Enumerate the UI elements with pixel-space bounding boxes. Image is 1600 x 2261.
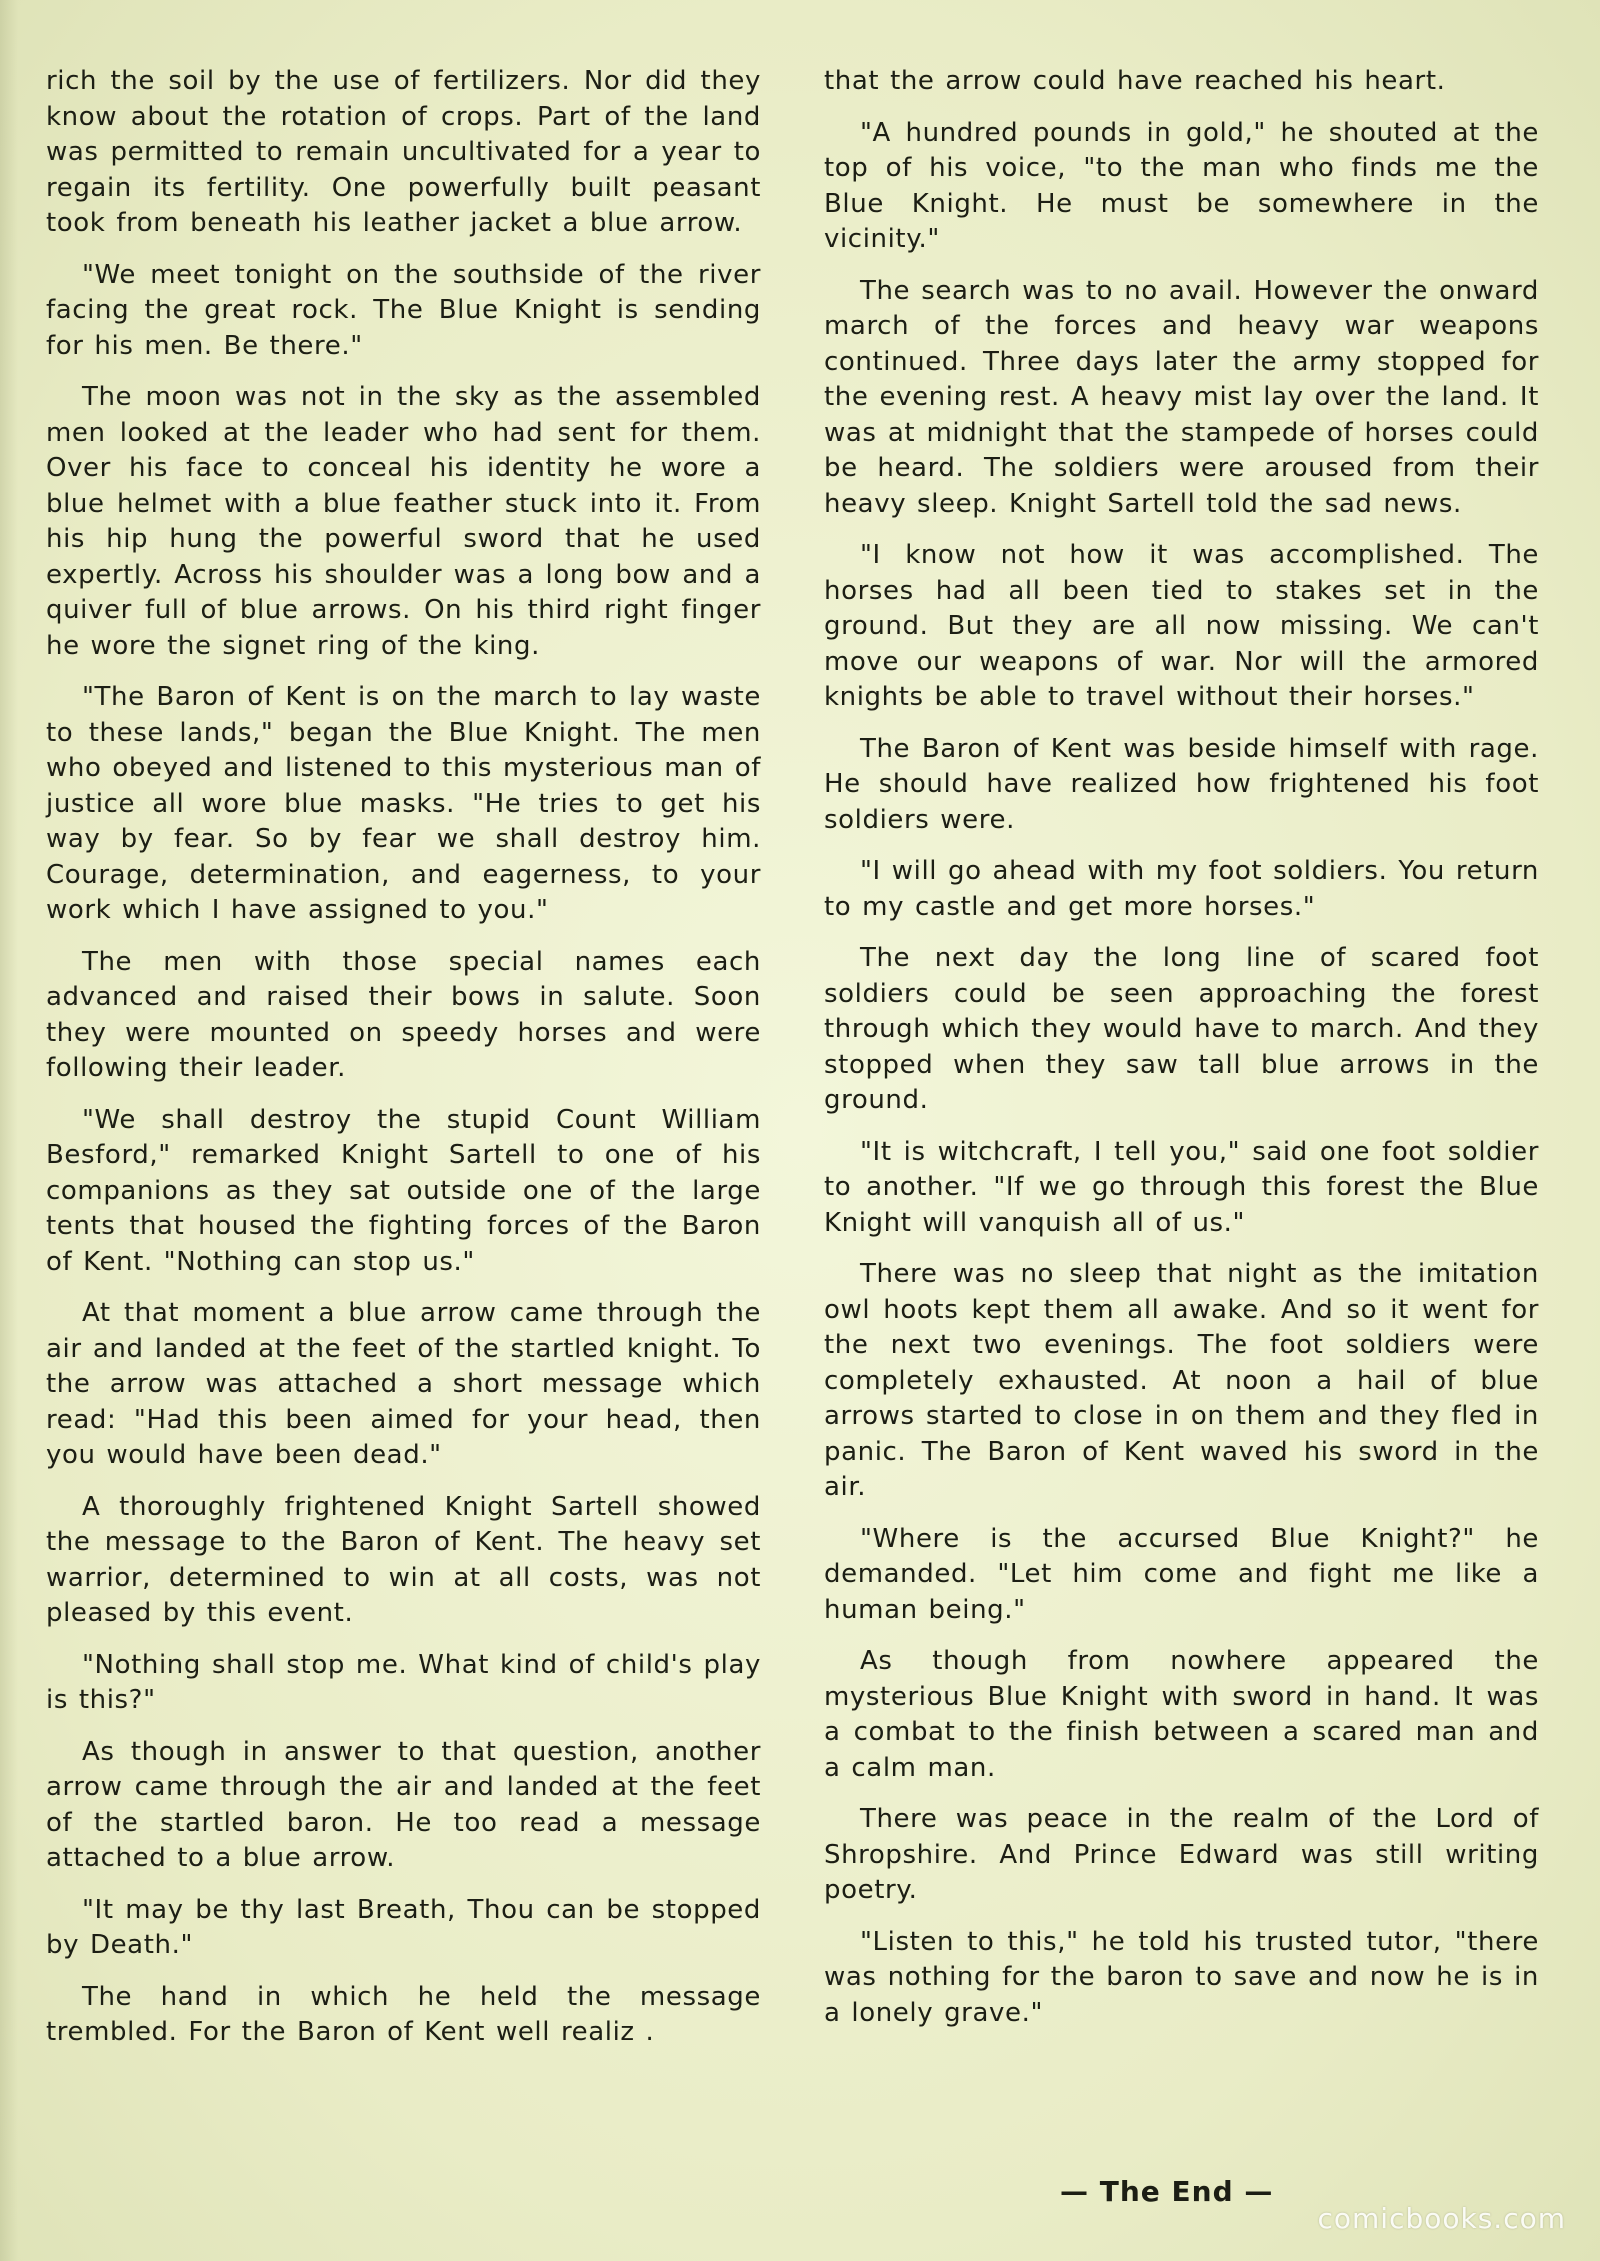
paragraph: A thoroughly frightened Knight Sartell showed the message to the Baron of Kent. The heavy set warrior, determined to win at all costs, was not pleased by this event. (46, 1491, 761, 1628)
paragraph: "We shall destroy the stupid Count William Besford," remarked Knight Sartell to one of his companions as they sat outside one of the large tents that housed the fighting forces of the Baron of Kent. "Nothing can stop us." (46, 1104, 761, 1277)
left-text-column (46, 64, 761, 2067)
paragraph: "It is witchcraft, I tell you," said one foot soldier to another. "If we go through this forest the Blue Knight will vanquish all of us." (824, 1136, 1539, 1238)
paragraph: rich the soil by the use of fertilizers. Nor did they know about the rotation of crops. Part of the land was permitted to remain uncultivated for a year to regain its fertility. One powerfully built peasant took from beneath his leather jacket a blue arrow. (46, 66, 761, 238)
paragraph: As though in answer to that question, another arrow came through the air and landed at the feet of the startled baron. He too read a message attached to a blue arrow. (46, 1736, 761, 1873)
page-edge-shadow (0, 0, 18, 2261)
the-end-mark: — The End — (1060, 2175, 1274, 2208)
paragraph: At that moment a blue arrow came through the air and landed at the feet of the startled knight. To the arrow was attached a short message which read: "Had this been aimed for your head, then you would have been dead." (46, 1298, 761, 1470)
paragraph: "A hundred pounds in gold," he shouted at the top of his voice, "to the man who finds me the Blue Knight. He must be somewhere in the vicinity." (824, 117, 1539, 254)
right-text-column (824, 64, 1539, 2047)
paragraph: "It may be thy last Breath, Thou can be stopped by Death." (46, 1894, 761, 1960)
paragraph: that the arrow could have reached his heart. (824, 66, 1446, 96)
paragraph: The hand in which he held the message trembled. For the Baron of Kent well realiz . (46, 1981, 761, 2047)
site-watermark: comicbooks.com (1317, 2202, 1566, 2235)
paragraph: "Where is the accursed Blue Knight?" he demanded. "Let him come and fight me like a human being." (824, 1523, 1539, 1625)
paragraph: "The Baron of Kent is on the march to lay waste to these lands," began the Blue Knight. The men who obeyed and listened to this mysterious man of justice all wore blue masks. "He tries to get his way by fear. So by fear we shall destroy him. Courage, determination, and eagerness, to your work which I have assigned to you." (46, 682, 761, 925)
paragraph: The moon was not in the sky as the assembled men looked at the leader who had sent for them. Over his face to conceal his identity he wore a blue helmet with a blue feather stuck into it. From his hip hung the powerful sword that he used expertly. Across his shoulder was a long bow and a quiver full of blue arrows. On his third right finger he wore the signet ring of the king. (46, 382, 761, 661)
paragraph: "Listen to this," he told his trusted tutor, "there was nothing for the baron to save and now he is in a lonely grave." (824, 1926, 1539, 2028)
paragraph: The search was to no avail. However the onward march of the forces and heavy war weapons continued. Three days later the army stopped for the evening rest. A heavy mist lay over the land. It was at midnight that the stampede of horses could be heard. The soldiers were aroused from their heavy sleep. Knight Sartell told the sad news. (824, 275, 1539, 519)
paragraph: "I know not how it was accomplished. The horses had all been tied to stakes set in the ground. But they are all now missing. We can't move our weapons of war. Nor will the armored knights be able to travel without their horses." (824, 540, 1539, 712)
paragraph: There was peace in the realm of the Lord of Shropshire. And Prince Edward was still writing poetry. (824, 1804, 1539, 1905)
paragraph: The men with those special names each advanced and raised their bows in salute. Soon they were mounted on speedy horses and were following their leader. (46, 946, 761, 1083)
paragraph: "We meet tonight on the southside of the river facing the great rock. The Blue Knight is sending for his men. Be there." (46, 259, 761, 361)
paragraph: As though from nowhere appeared the mysterious Blue Knight with sword in hand. It was a combat to the finish between a scared man and a calm man. (824, 1646, 1539, 1783)
paragraph: "I will go ahead with my foot soldiers. You return to my castle and get more horses." (824, 856, 1539, 922)
paragraph: The next day the long line of scared foot soldiers could be seen approaching the forest through which they would have to march. And they stopped when they saw tall blue arrows in the ground. (824, 943, 1539, 1115)
paragraph: The Baron of Kent was beside himself with rage. He should have realized how frightened his foot soldiers were. (824, 733, 1539, 835)
paragraph: There was no sleep that night as the imitation owl hoots kept them all awake. And so it went for the next two evenings. The foot soldiers were completely exhausted. At noon a hail of blue arrows started to close in on them and they fled in panic. The Baron of Kent waved his sword in the air. (824, 1259, 1539, 1502)
paragraph: "Nothing shall stop me. What kind of child's play is this?" (46, 1649, 761, 1715)
